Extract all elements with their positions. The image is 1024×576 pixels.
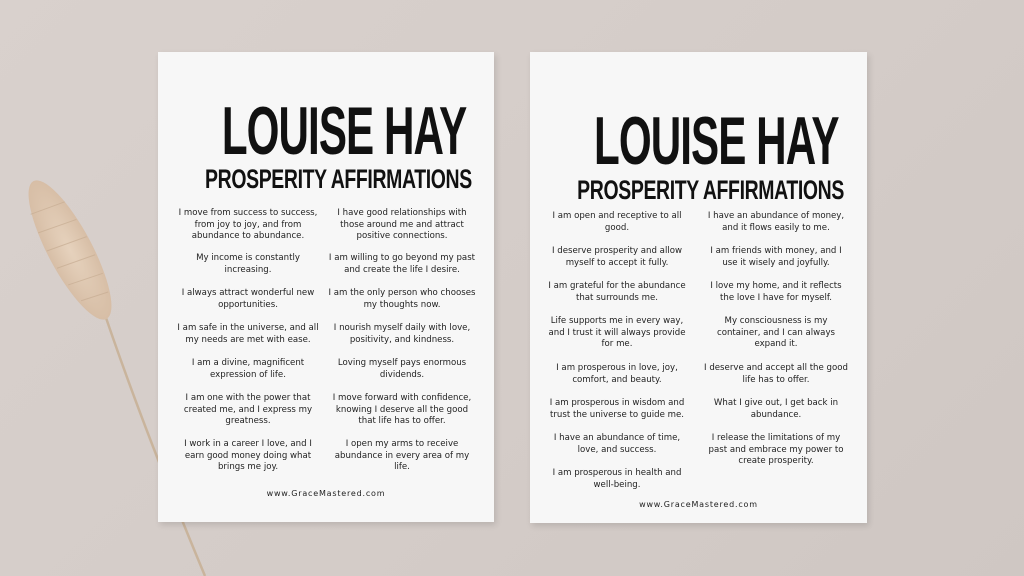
affirmation-item: I open my arms to receive abundance in every area of my life. (334, 439, 470, 472)
affirmation-item: I deserve and accept all the good life has to offer. (704, 363, 848, 385)
affirmation-card-right (530, 52, 867, 523)
affirmation-item: Life supports me in every way, and I trust it will always provide for me. (548, 316, 686, 349)
affirmation-item: My income is constantly increasing. (196, 253, 300, 275)
affirmation-item: I am prosperous in health and well-being. (552, 468, 682, 490)
affirmation-item: I release the limitations of my past and embrace my power to create prosperity. (708, 433, 844, 466)
affirmation-item: What I give out, I get back in abundance. (713, 398, 839, 420)
affirmation-item: I have an abundance of time, love, and success. (553, 433, 681, 455)
grass-plume (14, 171, 126, 329)
affirmation-item: I deserve prosperity and allow myself to accept it fully. (551, 246, 683, 268)
card-subtitle: PROSPERITY AFFIRMATIONS (577, 175, 844, 205)
affirmation-item: I am willing to go beyond my past and create the life I desire. (328, 253, 476, 275)
affirmation-item: I am a divine, magnificent expression of life. (191, 358, 305, 380)
website-footer: www.GraceMastered.com (639, 500, 758, 509)
card-title: LOUISE HAY (594, 103, 839, 179)
affirmation-item: I move from success to success, from joy to joy, and from abundance to abundance. (178, 208, 318, 241)
affirmation-item: I have an abundance of money, and it flows easily to me. (707, 211, 845, 233)
affirmation-item: I am grateful for the abundance that surrounds me. (548, 281, 686, 303)
affirmation-item: Loving myself pays enormous dividends. (337, 358, 467, 380)
affirmation-item: I am open and receptive to all good. (552, 211, 682, 233)
affirmation-item: I always attract wonderful new opportunities. (181, 288, 315, 310)
affirmation-item: I move forward with confidence, knowing I deserve all the good that life has to offer. (332, 393, 472, 426)
affirmation-item: I am prosperous in wisdom and trust the universe to guide me. (549, 398, 685, 420)
website-footer: www.GraceMastered.com (266, 489, 386, 498)
card-title: LOUISE HAY (221, 93, 467, 169)
card-subtitle: PROSPERITY AFFIRMATIONS (205, 164, 472, 194)
affirmation-item: I am one with the power that created me, and I express my greatness. (183, 393, 313, 426)
affirmation-item: I nourish myself daily with love, positivity, and kindness. (333, 323, 471, 345)
affirmation-card-left (158, 52, 494, 522)
affirmation-item: My consciousness is my container, and I can always expand it. (716, 316, 836, 349)
affirmation-item: I have good relationships with those around me and attract positive connections. (337, 208, 467, 241)
affirmation-item: I love my home, and it reflects the love I have for myself. (710, 281, 842, 303)
affirmation-item: I am prosperous in love, joy, comfort, and beauty. (556, 363, 678, 385)
affirmation-item: I am the only person who chooses my thoughts now. (328, 288, 476, 310)
affirmation-item: I am safe in the universe, and all my needs are met with ease. (177, 323, 319, 345)
affirmation-item: I work in a career I love, and I earn good money doing what brings me joy. (184, 439, 312, 472)
affirmation-item: I am friends with money, and I use it wisely and joyfully. (710, 246, 842, 268)
